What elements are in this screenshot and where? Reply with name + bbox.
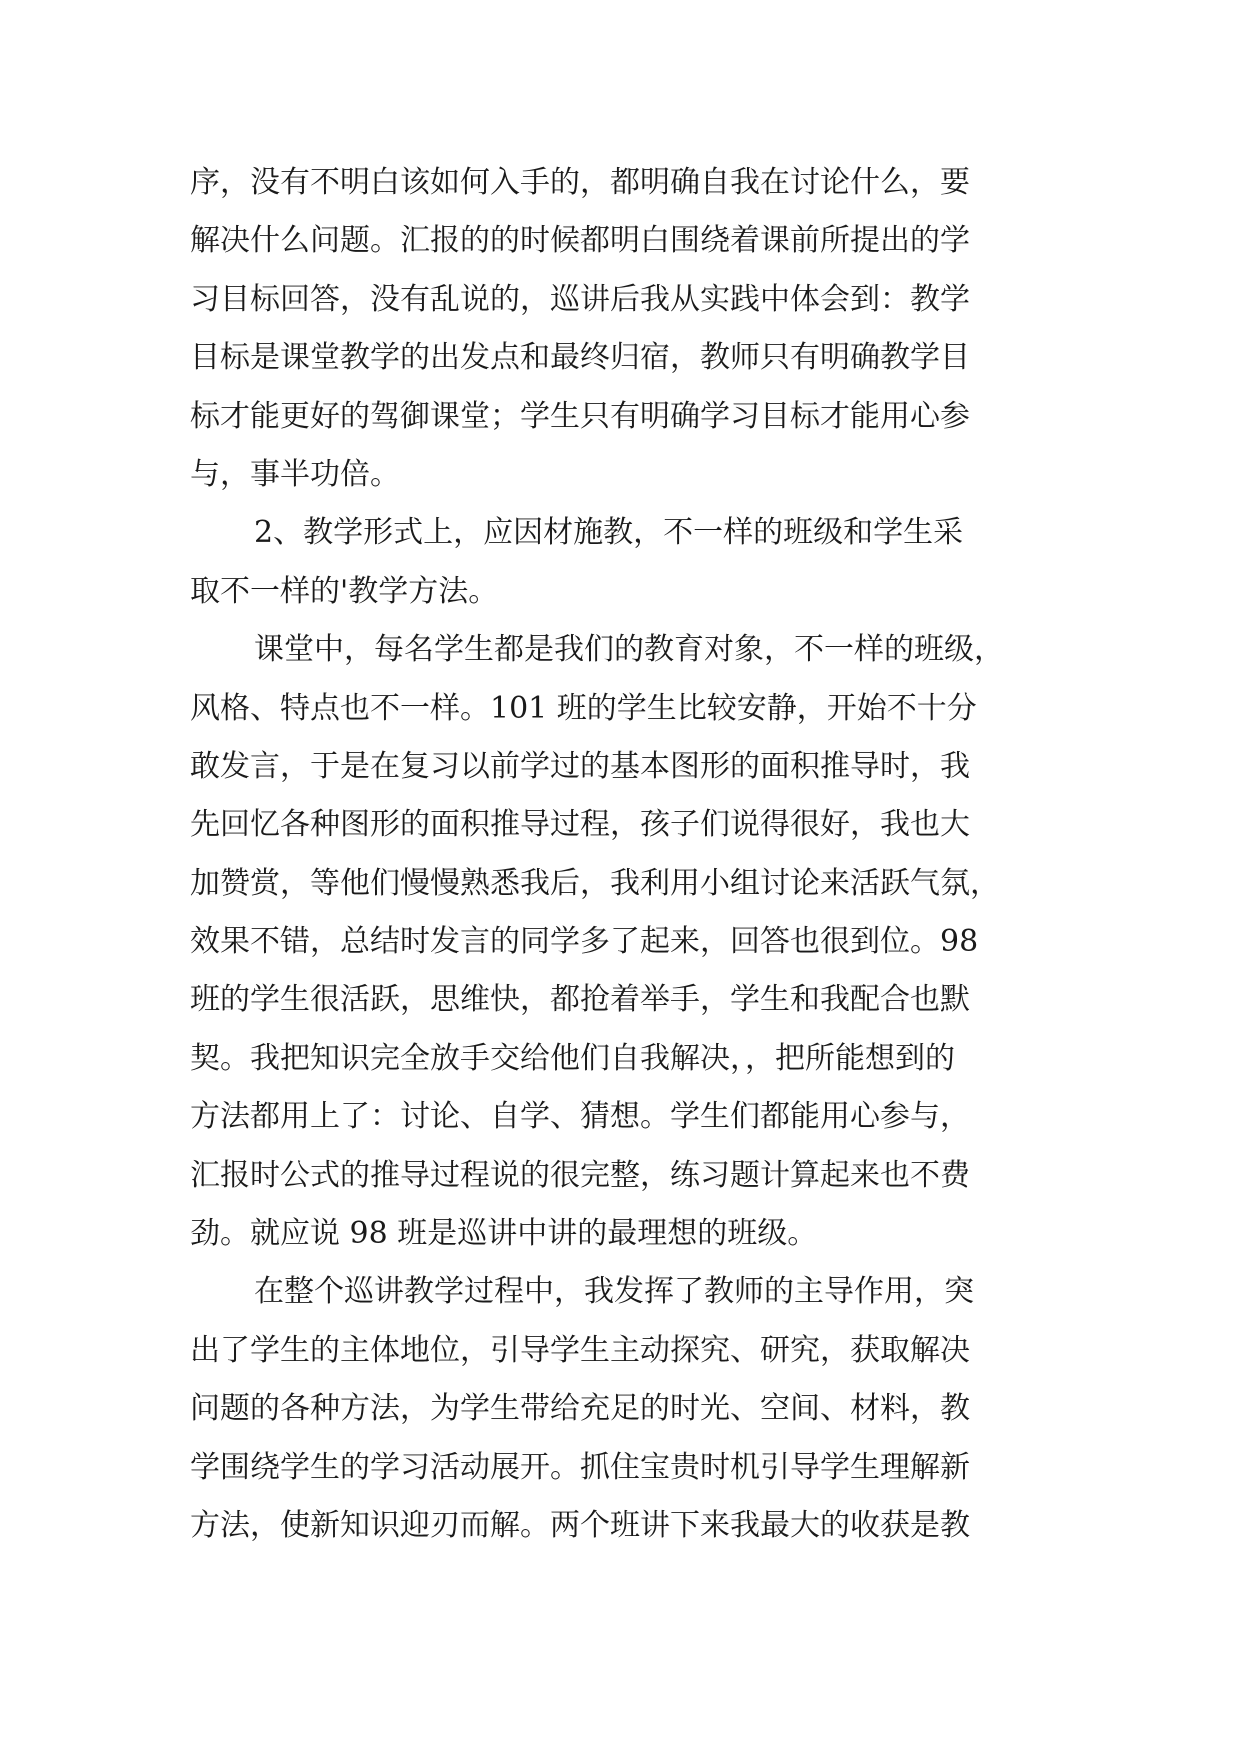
text-line: 班的学生很活跃，思维快，都抢着举手，学生和我配合也默 <box>190 982 970 1018</box>
text-line: 契。我把知识完全放手交给他们自我解决，，把所能想到的 <box>190 1040 955 1076</box>
text-line: 汇报时公式的推导过程说的很完整，练习题计算起来也不费 <box>190 1157 970 1193</box>
text-line: 取不一样的'教学方法。 <box>190 573 499 609</box>
text-line: 风格、特点也不一样。101 班的学生比较安静，开始不十分 <box>190 690 977 726</box>
text-line: 问题的各种方法，为学生带给充足的时光、空间、材料，教 <box>190 1391 970 1427</box>
text-line: 序，没有不明白该如何入手的，都明确自我在讨论什么，要 <box>190 165 970 200</box>
paragraph-first-line: 在整个巡讲教学过程中，我发挥了教师的主导作用，突 <box>254 1274 974 1310</box>
text-line: 出了学生的主体地位，引导学生主动探究、研究，获取解决 <box>190 1332 970 1368</box>
text-line: 加赞赏，等他们慢慢熟悉我后，我利用小组讨论来活跃气氛， <box>190 865 1000 901</box>
text-line: 敢发言，于是在复习以前学过的基本图形的面积推导时，我 <box>190 748 970 784</box>
text-line: 效果不错，总结时发言的同学多了起来，回答也很到位。98 <box>190 924 979 960</box>
text-line: 方法都用上了：讨论、自学、猜想。学生们都能用心参与， <box>190 1099 970 1135</box>
text-line: 学围绕学生的学习活动展开。抓住宝贵时机引导学生理解新 <box>190 1449 970 1485</box>
text-line: 习目标回答，没有乱说的，巡讲后我从实践中体会到：教学 <box>190 281 970 317</box>
text-line: 标才能更好的驾御课堂；学生只有明确学习目标才能用心参 <box>190 398 970 434</box>
text-line: 劲。就应说 98 班是巡讲中讲的最理想的班级。 <box>190 1216 818 1252</box>
text-line: 解决什么问题。汇报的的时候都明白围绕着课前所提出的学 <box>190 223 970 259</box>
text-line: 目标是课堂教学的出发点和最终归宿，教师只有明确教学目 <box>190 340 970 376</box>
paragraph-first-line: 2、教学形式上，应因材施教，不一样的班级和学生采 <box>254 515 964 551</box>
paragraph-first-line: 课堂中，每名学生都是我们的教育对象，不一样的班级， <box>254 632 1004 668</box>
text-line: 先回忆各种图形的面积推导过程，孩子们说得很好，我也大 <box>190 807 970 843</box>
document-body-text <box>190 154 1050 1555</box>
text-line: 方法，使新知识迎刃而解。两个班讲下来我最大的收获是教 <box>190 1507 970 1543</box>
text-line: 与，事半功倍。 <box>190 456 400 492</box>
